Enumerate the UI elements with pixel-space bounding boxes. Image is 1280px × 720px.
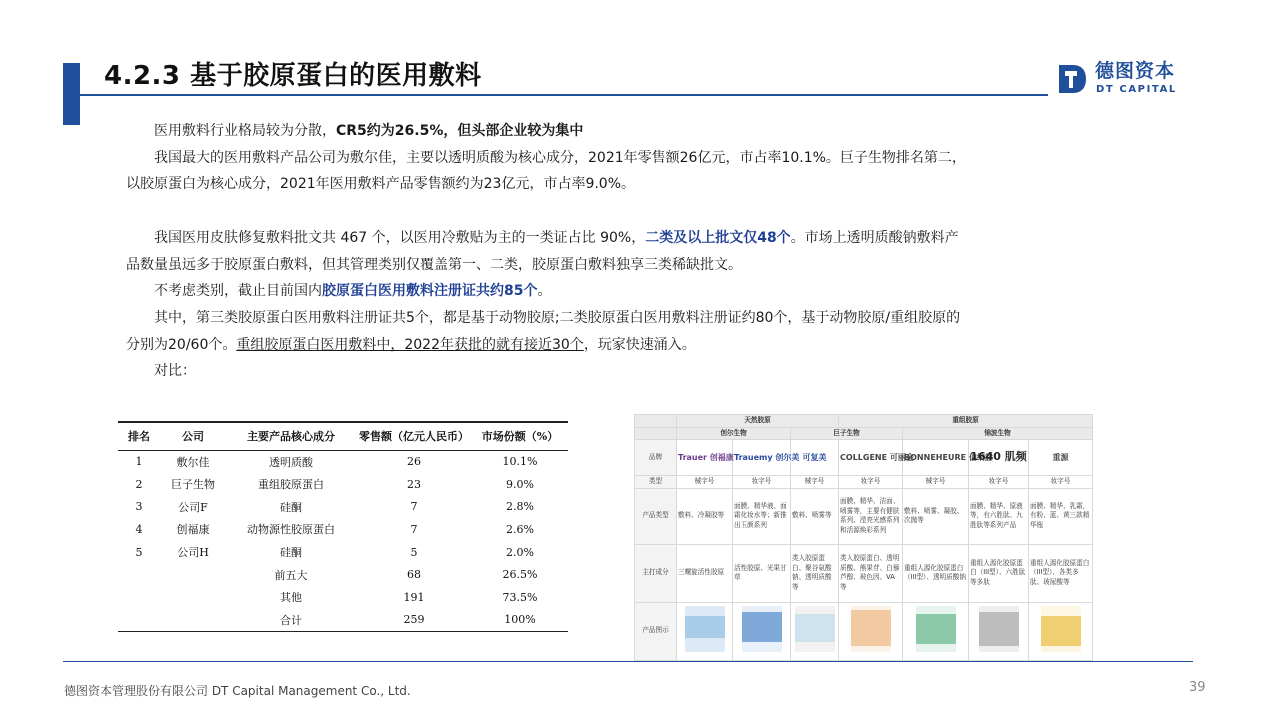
paragraph-4: [126, 225, 1086, 252]
type-row: [635, 476, 1093, 489]
brand-logo: 可复美: [791, 440, 839, 476]
brand-row: [635, 440, 1093, 476]
product-image: [733, 602, 791, 660]
type-cell: 妆字号: [733, 476, 791, 489]
ingredient-cell: 类人胶原蛋白、透明质酸、熊果苷、白藜芦醇、玻色因、VA等: [839, 544, 903, 602]
paragraph-9: 对比：: [154, 363, 196, 380]
summary-row: [118, 609, 568, 632]
product-image: [677, 602, 733, 660]
product-image: [1029, 602, 1093, 660]
cell-retail: 7: [410, 500, 418, 514]
title-accent-bar: [63, 63, 80, 125]
paragraph-3: 以胶原蛋白为核心成分，2021年医用敷料产品零售额约为23亿元，市占率9.0%。: [126, 176, 636, 193]
brand-logo: Trauer 创福康: [677, 440, 733, 476]
table-header-row: [118, 422, 568, 450]
cell-share: 2.8%: [506, 500, 534, 514]
cell-ingredient: 硅酮: [280, 546, 302, 560]
brand-logo: BONNEHEURE 伯纳赫: [903, 440, 969, 476]
cell-rank: 4: [135, 522, 143, 536]
cell-rank: 2: [135, 477, 143, 491]
row-label-brand: 品牌: [635, 440, 677, 476]
ingredient-row: [635, 544, 1093, 602]
type-cell: 械字号: [791, 476, 839, 489]
cell-retail: 23: [407, 477, 421, 491]
paragraph-8: [126, 332, 1086, 359]
brand-logo: COLLGENE 可丽金: [839, 440, 903, 476]
type-cell: 妆字号: [839, 476, 903, 489]
p1-highlight: CR5约为26.5%，但头部企业较为集中: [336, 123, 584, 139]
body-text: [126, 118, 1086, 385]
summary-retail: 68: [407, 568, 421, 582]
summary-retail: 191: [403, 590, 425, 604]
row-label-product-type: 产品类型: [635, 488, 677, 544]
cell-share: 9.0%: [506, 477, 534, 491]
paragraph-6: [126, 278, 1086, 305]
table-row: [118, 495, 568, 518]
summary-share: 26.5%: [502, 568, 538, 582]
product-type-cell: 面膜、精华、洁面、喷雾等，主要有健肤系列、滢亮光感系列和活源焕彩系列: [839, 488, 903, 544]
cell-company: 公司F: [178, 500, 208, 514]
summary-label: 合计: [226, 609, 356, 632]
p4-highlight: 二类及以上批文仅48个: [645, 229, 791, 246]
brand-logo: 重源: [1029, 440, 1093, 476]
paragraph-5: 品数量虽远多于胶原蛋白敷料，但其管理类别仅覆盖第一、二类，胶原蛋白敷料独享三类稀缺批文。: [126, 256, 742, 273]
ingredient-cell: 活性胶原、光果甘草: [733, 544, 791, 602]
col-header-retail: 零售额（亿元人民币）: [356, 422, 472, 450]
type-cell: 妆字号: [969, 476, 1029, 489]
cell-share: 2.0%: [506, 545, 534, 559]
p8-underlined: 重组胶原蛋白医用敷料中，2022年获批的就有接近30个: [236, 336, 584, 353]
paragraph-gap: [126, 198, 1086, 225]
cell-company: 巨子生物: [171, 478, 215, 492]
dt-capital-logo: [1055, 60, 1181, 98]
col-header-company: 公司: [160, 422, 226, 450]
footer-rule: [63, 661, 1193, 662]
market-share-table: [118, 421, 568, 632]
p6-text-end: 。: [537, 283, 552, 300]
ingredient-cell: 重组人源化胶原蛋白（III型）、透明质酸钠: [903, 544, 969, 602]
p4-text: 我国医用皮肤修复敷料批文共 467 个，以医用冷敷贴为主的一类证占比 90%，: [154, 229, 646, 246]
summary-share: 100%: [472, 609, 568, 632]
header-natural-collagen: 天然胶原: [677, 415, 839, 428]
product-type-row: [635, 488, 1093, 544]
summary-label: 其他: [280, 591, 302, 605]
page-number: 39: [1189, 680, 1206, 695]
ingredient-cell: 三螺旋活性胶原: [677, 544, 733, 602]
product-type-cell: 面膜、精华液、面霜化妆水等；新推出玉颜系列: [733, 488, 791, 544]
col-header-ingredient: 主要产品核心成分: [226, 422, 356, 450]
product-image: [839, 602, 903, 660]
product-type-cell: 敷料、冷凝胶等: [677, 488, 733, 544]
table-row: [118, 518, 568, 541]
cell-retail: 26: [407, 455, 421, 469]
cell-ingredient: 重组胶原蛋白: [258, 478, 324, 492]
cell-rank: 5: [135, 545, 143, 559]
table-row: [118, 541, 568, 564]
p4-text-end: 。市场上透明质酸钠敷料产: [790, 229, 959, 246]
cell-ingredient: 动物源性胶原蛋白: [247, 523, 335, 537]
row-label-ingredient: 主打成分: [635, 544, 677, 602]
table-row: [118, 450, 568, 473]
summary-share: 73.5%: [502, 590, 538, 604]
product-image: [903, 602, 969, 660]
product-type-cell: 敷料、喷雾、凝胶、次抛等: [903, 488, 969, 544]
header-recombinant-collagen: 重组胶原: [839, 415, 1093, 428]
p8-text: 分别为20/60个。: [126, 336, 237, 353]
cell-share: 10.1%: [502, 455, 538, 469]
ingredient-cell: 重组人源化胶原蛋白（III型）、六胜肽等多肽: [969, 544, 1029, 602]
cell-retail: 7: [410, 522, 418, 536]
logo-chinese-name: 德图资本: [1095, 60, 1176, 82]
cell-retail: 5: [410, 545, 418, 559]
row-label-type: 类型: [635, 476, 677, 489]
row-label-product-image: 产品图示: [635, 602, 677, 660]
product-image: [791, 602, 839, 660]
cell-ingredient: 硅酮: [280, 500, 302, 514]
paragraph-1: [126, 118, 1086, 145]
product-image: [969, 602, 1029, 660]
paragraph-7: 其中，第三类胶原蛋白医用敷料注册证共5个，都是基于动物胶原;二类胶原蛋白医用敷料注册证约80个，基于动物胶原/重组胶原的: [154, 309, 961, 326]
header-company-2: 巨子生物: [791, 427, 903, 440]
p6-text: 不考虑类别，截止目前国内: [154, 283, 322, 300]
dt-logo-icon: [1055, 62, 1089, 96]
p6-highlight: 胶原蛋白医用敷料注册证共约85个: [322, 283, 538, 300]
table-row: [118, 473, 568, 496]
product-type-cell: 面膜、精华、乳霜，有粉、蓝、黄三款精华瓶: [1029, 488, 1093, 544]
page-title: 4.2.3 基于胶原蛋白的医用敷料: [104, 61, 482, 91]
category-header-row: [635, 415, 1093, 428]
ingredient-cell: 类人胶原蛋白、聚谷氨酸钠、透明质酸等: [791, 544, 839, 602]
type-cell: 妆字号: [1029, 476, 1093, 489]
cell-ingredient: 透明质酸: [269, 455, 313, 469]
title-underline: [80, 94, 1048, 96]
brand-logo: Trauemy 创尔美: [733, 440, 791, 476]
col-header-rank: 排名: [118, 422, 160, 450]
type-cell: 械字号: [677, 476, 733, 489]
product-type-cell: 敷料、喷雾等: [791, 488, 839, 544]
cell-company: 创福康: [176, 523, 210, 537]
cell-company: 敷尔佳: [176, 455, 210, 469]
ingredient-cell: 重组人源化胶原蛋白（III型）、各类多肽、玻尿酸等: [1029, 544, 1093, 602]
header-company-3: 锦波生物: [903, 427, 1093, 440]
product-comparison-table: [634, 414, 1093, 661]
summary-retail: 259: [356, 609, 472, 632]
product-image-row: [635, 602, 1093, 660]
p1-text: 医用敷料行业格局较为分散，: [154, 123, 336, 139]
summary-label: 前五大: [274, 568, 308, 582]
type-cell: 械字号: [903, 476, 969, 489]
cell-company: 公司H: [177, 546, 209, 560]
product-type-cell: 面膜、精华、原液等，有六胜肽、九胜肽等系列产品: [969, 488, 1029, 544]
cell-share: 2.6%: [506, 522, 534, 536]
cell-rank: 1: [135, 455, 143, 469]
summary-row: [118, 563, 568, 586]
p8-text-end: ，玩家快速涌入。: [583, 336, 696, 353]
summary-row: [118, 586, 568, 609]
logo-english-name: DT CAPITAL: [1096, 84, 1177, 95]
header-company-1: 创尔生物: [677, 427, 791, 440]
paragraph-2: 我国最大的医用敷料产品公司为敷尔佳，主要以透明质酸为核心成分，2021年零售额26亿元，市占率10.1%。巨子生物排名第二，: [154, 149, 966, 166]
col-header-share: 市场份额（%）: [472, 422, 568, 450]
footer-company: 德图资本管理股份有限公司 DT Capital Management Co., Ltd.: [64, 684, 411, 698]
company-header-row: [635, 427, 1093, 440]
cell-rank: 3: [135, 500, 143, 514]
brand-logo: 1640 肌频: [969, 440, 1029, 476]
